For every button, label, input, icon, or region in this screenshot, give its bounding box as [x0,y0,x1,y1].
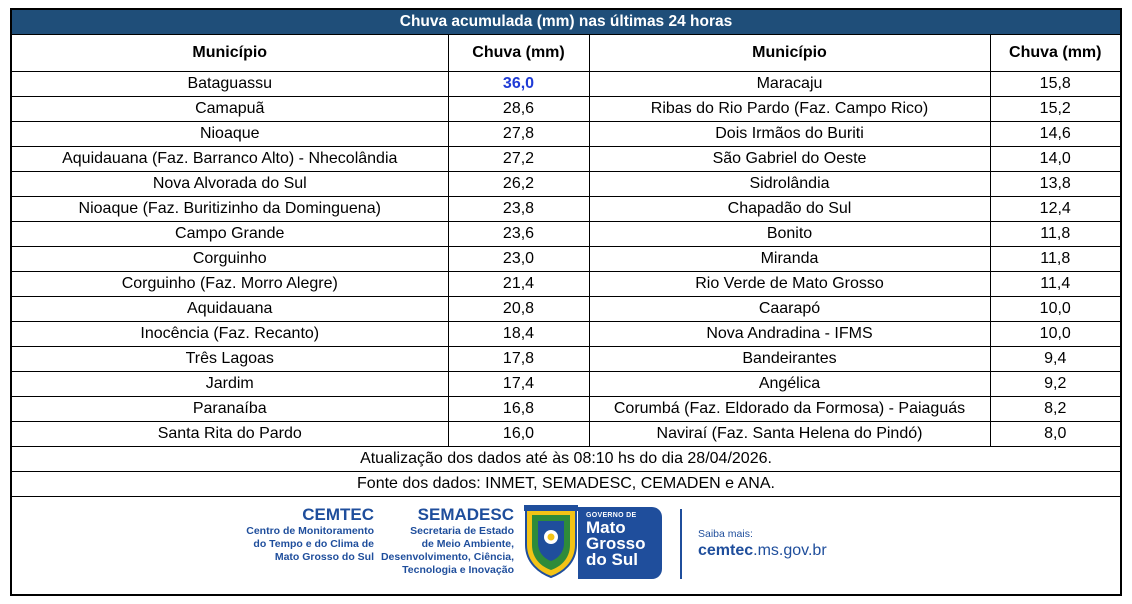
state-crest-icon [520,503,582,579]
municipio-cell: Inocência (Faz. Recanto) [12,322,448,347]
header-row [12,35,1120,72]
gov-line: Grosso [586,534,646,553]
gov-label: GOVERNO DE [586,512,637,519]
municipio-cell: São Gabriel do Oeste [589,147,990,172]
report-title: Chuva acumulada (mm) nas últimas 24 horas [12,10,1120,35]
municipio-cell: Corguinho (Faz. Morro Alegre) [12,272,448,297]
chuva-cell: 14,0 [990,147,1120,172]
municipio-cell: Chapadão do Sul [589,197,990,222]
table-row [12,272,1120,297]
chuva-cell: 11,8 [990,247,1120,272]
chuva-cell: 21,4 [448,272,589,297]
chuva-cell: 17,8 [448,347,589,372]
header-chuva-left: Chuva (mm) [448,35,589,72]
municipio-cell: Bandeirantes [589,347,990,372]
municipio-cell: Nova Andradina - IFMS [589,322,990,347]
municipio-cell: Aquidauana [12,297,448,322]
semadesc-line: Tecnologia e Inovação [402,564,514,576]
table-row [12,97,1120,122]
municipio-cell: Angélica [589,372,990,397]
chuva-cell: 36,0 [448,72,589,97]
semadesc-logo [374,505,514,577]
table-row [12,172,1120,197]
chuva-cell: 14,6 [990,122,1120,147]
municipio-cell: Três Lagoas [12,347,448,372]
governo-ms-logo [578,507,662,579]
municipio-cell: Campo Grande [12,222,448,247]
municipio-cell: Nioaque [12,122,448,147]
table-row [12,122,1120,147]
chuva-cell: 16,0 [448,422,589,447]
municipio-cell: Maracaju [589,72,990,97]
header-chuva-right: Chuva (mm) [990,35,1120,72]
chuva-cell: 23,8 [448,197,589,222]
cemtec-logo [202,505,374,564]
table-row [12,222,1120,247]
municipio-cell: Dois Irmãos do Buriti [589,122,990,147]
municipio-cell: Aquidauana (Faz. Barranco Alto) - Nhecolândia [12,147,448,172]
chuva-cell: 11,4 [990,272,1120,297]
semadesc-name: SEMADESC [417,505,514,524]
site-bold: cemtec [698,542,754,559]
site-address [698,541,827,561]
chuva-cell: 10,0 [990,297,1120,322]
logos-footer [12,497,1120,593]
chuva-cell: 23,0 [448,247,589,272]
table-row [12,147,1120,172]
chuva-cell: 13,8 [990,172,1120,197]
table-row [12,247,1120,272]
saiba-label: Saiba mais: [698,528,753,540]
municipio-cell: Santa Rita do Pardo [12,422,448,447]
chuva-cell: 16,8 [448,397,589,422]
source-note: Fonte dos dados: INMET, SEMADESC, CEMADEN e ANA. [12,472,1120,497]
saiba-mais [698,527,827,561]
table-row [12,197,1120,222]
site-rest: .ms.gov.br [753,542,827,559]
chuva-cell: 17,4 [448,372,589,397]
semadesc-line: de Meio Ambiente, [421,538,514,550]
municipio-cell: Miranda [589,247,990,272]
chuva-cell: 9,2 [990,372,1120,397]
municipio-cell: Ribas do Rio Pardo (Faz. Campo Rico) [589,97,990,122]
logo-divider [680,509,682,579]
cemtec-line: Centro de Monitoramento [246,525,374,537]
municipio-cell: Rio Verde de Mato Grosso [589,272,990,297]
chuva-cell: 23,6 [448,222,589,247]
municipio-cell: Corguinho [12,247,448,272]
update-note: Atualização dos dados até às 08:10 hs do dia 28/04/2026. [12,447,1120,472]
cemtec-line: Mato Grosso do Sul [274,551,374,563]
municipio-cell: Bonito [589,222,990,247]
header-municipio-right: Município [589,35,990,72]
municipio-cell: Nioaque (Faz. Buritizinho da Dominguena) [12,197,448,222]
municipio-cell: Naviraí (Faz. Santa Helena do Pindó) [589,422,990,447]
gov-line: Mato [586,518,626,537]
municipio-cell: Camapuã [12,97,448,122]
chuva-cell: 15,8 [990,72,1120,97]
table-row [12,347,1120,372]
header-municipio-left: Município [12,35,448,72]
chuva-cell: 20,8 [448,297,589,322]
rainfall-report [10,8,1122,596]
chuva-cell: 12,4 [990,197,1120,222]
municipio-cell: Nova Alvorada do Sul [12,172,448,197]
cemtec-line: do Tempo e do Clima de [253,538,374,550]
table-row [12,422,1120,447]
gov-line: do Sul [586,550,638,569]
chuva-cell: 8,2 [990,397,1120,422]
chuva-cell: 8,0 [990,422,1120,447]
municipio-cell: Sidrolândia [589,172,990,197]
chuva-cell: 15,2 [990,97,1120,122]
table-row [12,72,1120,97]
municipio-cell: Jardim [12,372,448,397]
chuva-cell: 27,8 [448,122,589,147]
table-row [12,397,1120,422]
table-row [12,297,1120,322]
municipio-cell: Paranaíba [12,397,448,422]
municipio-cell: Corumbá (Faz. Eldorado da Formosa) - Paiaguás [589,397,990,422]
chuva-cell: 18,4 [448,322,589,347]
cemtec-name: CEMTEC [302,505,374,524]
semadesc-line: Desenvolvimento, Ciência, [380,551,514,563]
table-row [12,322,1120,347]
chuva-cell: 10,0 [990,322,1120,347]
chuva-cell: 26,2 [448,172,589,197]
rainfall-table [12,35,1120,447]
chuva-cell: 9,4 [990,347,1120,372]
chuva-cell: 11,8 [990,222,1120,247]
table-row [12,372,1120,397]
semadesc-line: Secretaria de Estado [410,525,514,537]
municipio-cell: Caarapó [589,297,990,322]
municipio-cell: Bataguassu [12,72,448,97]
chuva-cell: 28,6 [448,97,589,122]
chuva-cell: 27,2 [448,147,589,172]
